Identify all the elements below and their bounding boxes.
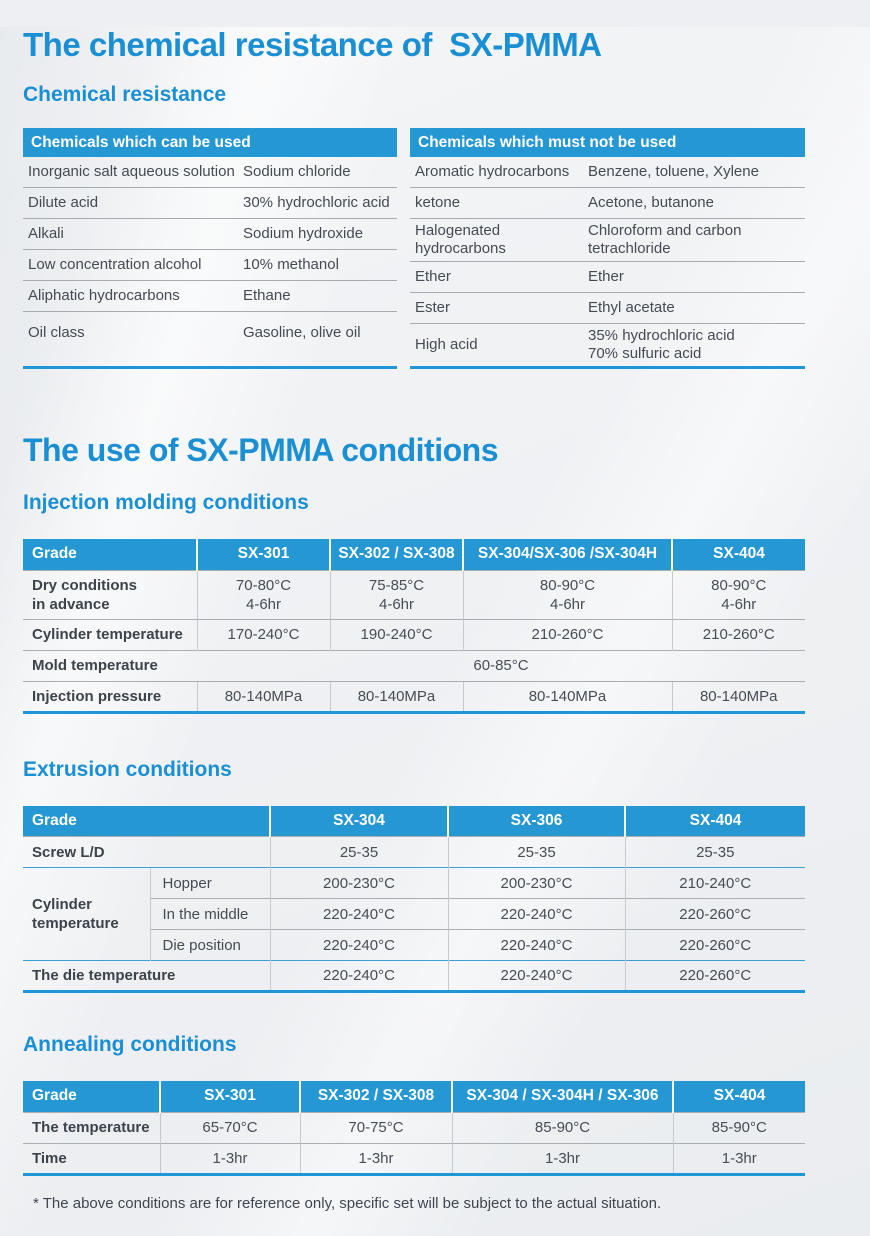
table-header-row [23,806,805,837]
row-label-line2: in advance [32,595,110,613]
cell: 200-230°C [270,868,448,899]
chemical-category: Ester [415,299,451,316]
column-header: SX-301 [160,1081,300,1112]
table-row [23,219,397,250]
sub-row-label: Hopper [150,868,270,899]
column-header-grade: Grade [23,539,197,570]
section-heading-extrusion: Extrusion conditions [23,757,232,781]
sub-row-label: Die position [150,930,270,961]
column-header: SX-302 / SX-308 [330,539,463,570]
cell: 70-75°C [300,1112,452,1143]
row-label-cylinder-temperature: Cylinder temperature [23,868,150,961]
column-header: SX-404 [673,1081,805,1112]
cell: 70-80°C 4-6hr [197,570,330,619]
chemical-example-line1: 35% hydrochloric acid [588,327,735,344]
row-label: The die temperature [23,961,270,992]
table-row [23,157,397,188]
column-header: SX-404 [672,539,805,570]
table-header-row [23,1081,805,1112]
table-row [23,188,397,219]
table-header-must-not-be-used: Chemicals which must not be used [410,128,805,157]
table-row [23,281,397,312]
chemical-example: Acetone, butanone [588,194,714,211]
table-row [23,250,397,281]
cell: 210-260°C [463,619,672,650]
cell: 65-70°C [160,1112,300,1143]
chemical-example: 30% hydrochloric acid [243,194,390,211]
chemical-category: Dilute acid [28,194,99,211]
chemical-category: Ether [415,268,451,285]
cell: 220-260°C [625,930,805,961]
chemical-category: Oil class [28,324,85,341]
annealing-table [23,1081,805,1176]
chemical-category: Inorganic salt aqueous solution [28,163,235,180]
cell: 25-35 [270,837,448,868]
table-row-cylinder-temperature [23,619,805,650]
footnote: * The above conditions are for reference only, specific set will be subject to the actual situation. [33,1194,662,1212]
cell: 80-90°C 4-6hr [672,570,805,619]
cell: 75-85°C 4-6hr [330,570,463,619]
cell: 1-3hr [452,1143,673,1174]
column-header: SX-304/SX-306 /SX-304H [463,539,672,570]
chemical-example: Chloroform and carbon tetrachloride [588,222,742,257]
chemical-example-line2: 70% sulfuric acid [588,345,702,362]
cell: 85-90°C [673,1112,805,1143]
table-row [23,312,397,354]
chemical-example: Gasoline, olive oil [243,324,361,341]
sub-row-label: In the middle [150,899,270,930]
table-row-injection-pressure [23,681,805,712]
chemical-category: Aromatic hydrocarbons [415,163,570,180]
injection-molding-table [23,539,805,714]
cell: 190-240°C [330,619,463,650]
row-label-line1: Dry conditions [32,576,138,594]
cell: 80-90°C 4-6hr [463,570,672,619]
cell: 210-260°C [672,619,805,650]
cell: 220-240°C [270,961,448,992]
chemical-example: Ethane [243,287,291,304]
cell: 220-260°C [625,961,805,992]
chemical-example: Benzene, toluene, Xylene [588,163,759,180]
chemical-category: Aliphatic hydrocarbons [28,287,180,304]
table-chemicals-must-not-be-used [410,128,805,369]
row-label: The temperature [23,1112,160,1143]
cell: 80-140MPa [197,681,330,712]
column-header-grade: Grade [23,1081,160,1112]
table-chemicals-can-be-used [23,128,397,369]
cell: 200-230°C [448,868,625,899]
page-title-use-conditions: The use of SX-PMMA conditions [23,432,498,468]
table-row [410,188,805,219]
cell: 25-35 [625,837,805,868]
table-row-mold-temperature [23,650,805,681]
cell: 220-240°C [448,899,625,930]
table-row [410,324,805,366]
cell: 80-140MPa [672,681,805,712]
table-row-time [23,1143,805,1174]
document-body [23,27,805,1212]
chemical-example: Ethyl acetate [588,299,675,316]
column-header: SX-304 / SX-304H / SX-306 [452,1081,673,1112]
table-row-temperature [23,1112,805,1143]
cell: 220-240°C [448,961,625,992]
section-heading-annealing: Annealing conditions [23,1033,237,1056]
cell: 1-3hr [160,1143,300,1174]
column-header: SX-404 [625,806,805,837]
chemical-example: Sodium chloride [243,163,351,180]
cell: 220-240°C [270,930,448,961]
page-title: The chemical resistance of SX-PMMA [23,26,602,63]
extrusion-table [23,806,805,994]
cell: 170-240°C [197,619,330,650]
cell: 1-3hr [300,1143,452,1174]
cell: 25-35 [448,837,625,868]
cell: 80-140MPa [330,681,463,712]
cell-spanning: 60-85°C [197,650,805,681]
table-header-can-be-used: Chemicals which can be used [23,128,397,157]
cell: 1-3hr [673,1143,805,1174]
cell: 220-240°C [270,899,448,930]
chemical-category: Alkali [28,225,64,242]
row-label: Screw L/D [23,837,270,868]
row-label: Cylinder temperature [23,619,197,650]
column-header: SX-306 [448,806,625,837]
table-row [410,293,805,324]
chemical-example: 10% methanol [243,256,339,273]
table-row-die-temperature [23,961,805,992]
cell: 220-240°C [448,930,625,961]
section-heading-injection: Injection molding conditions [23,491,309,514]
table-row-dry-conditions [23,570,805,619]
column-header: SX-302 / SX-308 [300,1081,452,1112]
chemical-category: ketone [415,194,461,211]
table-row [410,157,805,188]
column-header: SX-304 [270,806,448,837]
chemical-category: Halogenated hydrocarbons [415,222,506,257]
column-header-grade: Grade [23,806,270,837]
cell: 85-90°C [452,1112,673,1143]
table-header-row [23,539,805,570]
row-label: Injection pressure [23,681,197,712]
chemical-example: Sodium hydroxide [243,225,364,242]
table-row [410,262,805,293]
section-heading-chemical-resistance: Chemical resistance [23,83,227,106]
cell: 80-140MPa [463,681,672,712]
cell: 210-240°C [625,868,805,899]
cell: 220-260°C [625,899,805,930]
row-label [23,570,197,619]
chemical-category: High acid [415,336,478,353]
column-header: SX-301 [197,539,330,570]
chemical-example: Ether [588,268,624,285]
row-label: Time [23,1143,160,1174]
chemical-example [583,324,805,366]
chemical-category: Low concentration alcohol [28,256,202,273]
table-row-cylinder-hopper [23,868,805,899]
row-label: Mold temperature [23,650,197,681]
table-row-screw-ld [23,837,805,868]
chemical-tables [23,128,805,369]
table-row [410,219,805,262]
